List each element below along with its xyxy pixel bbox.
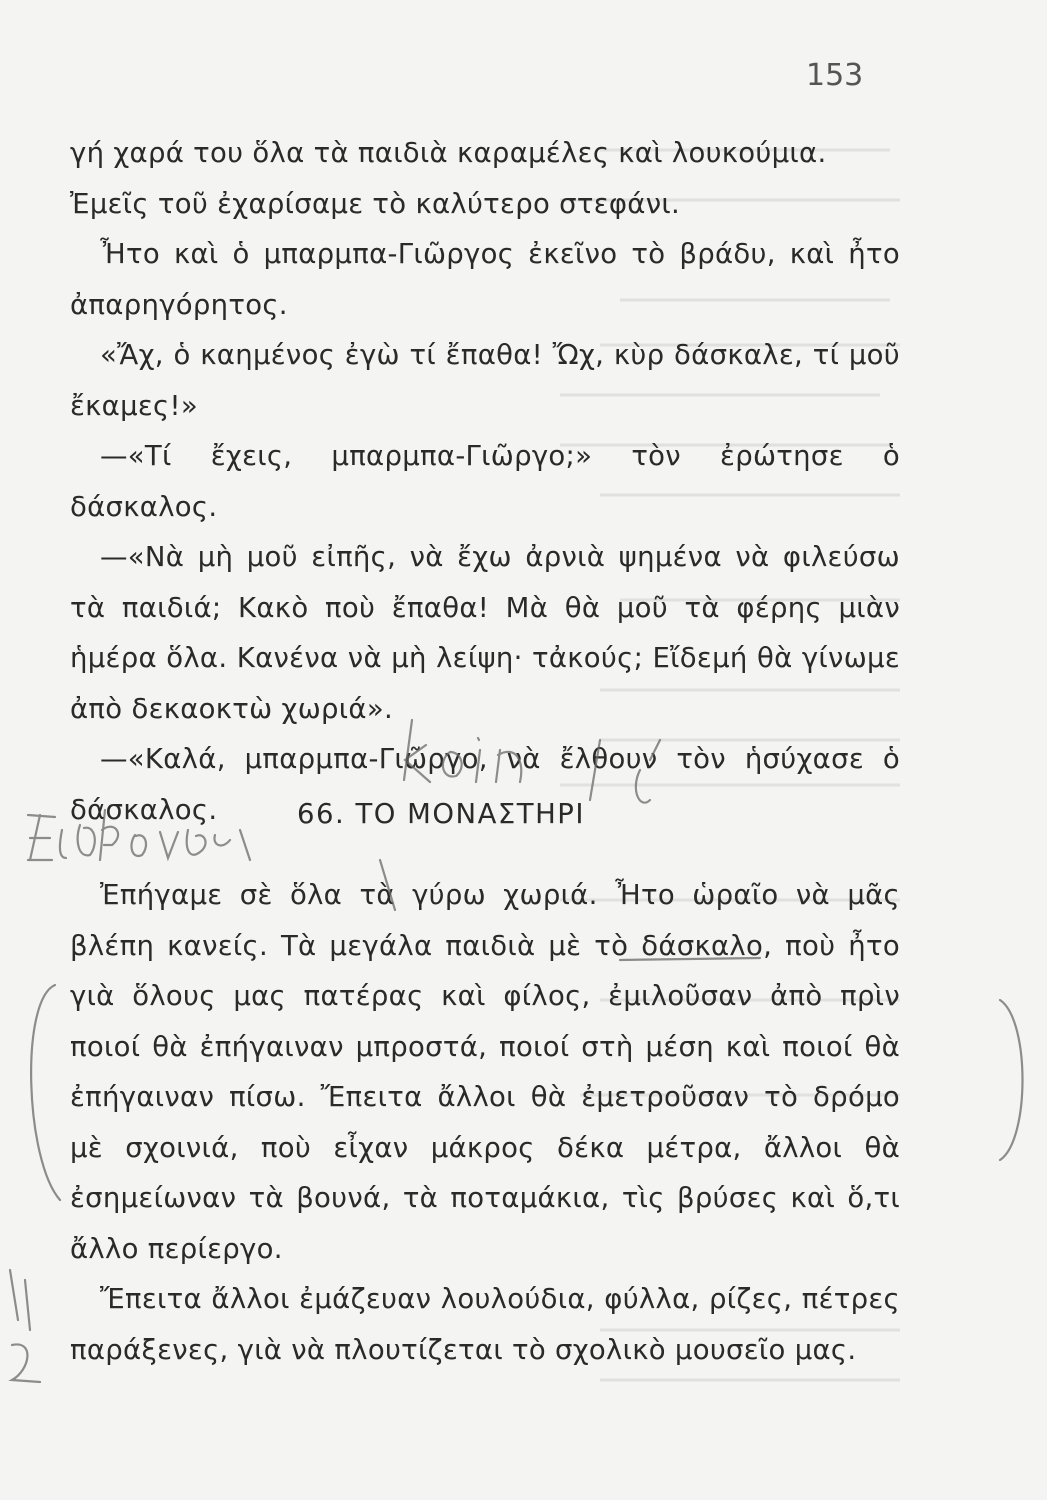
text-before-heading — [70, 128, 900, 835]
paragraph: «Ἄχ, ὁ καημένος ἐγὼ τί ἔπαθα! Ὤχ, κὺρ δάσκαλε, τί μοῦ ἔκαμες!» — [70, 339, 900, 422]
paragraph: Ἦτο καὶ ὁ μπαρμπα-Γιῶργος ἐκεῖνο τὸ βράδυ, καὶ ἦτο ἀπαρηγόρητος. — [70, 238, 900, 321]
paragraph: γή χαρά του ὅλα τὰ παιδιὰ καραμέλες καὶ λουκούμια. — [70, 137, 827, 169]
page-number: 153 — [806, 58, 864, 93]
paragraph: Ἐπήγαμε σὲ ὅλα τὰ γύρω χωριά. Ἦτο ὡραῖο νὰ μᾶς βλέπη κανείς. Τὰ μεγάλα παιδιὰ μὲ τὸ δάσκαλο, ποὺ ἦτο γιὰ ὅλους μας πατέρας καὶ φίλος, ἐμιλοῦσαν ἀπὸ πρὶν ποιοί θὰ ἐπήγαιναν μπροστά, ποιοί στὴ μέση καὶ ποιοί θὰ ἐπήγαιναν πίσω. Ἔπειτα ἄλλοι θὰ ἐμετροῦσαν τὸ δρόμο μὲ σχοινιά, ποὺ εἶχαν μάκρος δέκα μέτρα, ἄλλοι θὰ ἐσημείωναν τὰ βουνά, τὰ ποταμάκια, τὶς βρύσες καὶ ὅ,τι ἄλλο περίεργο. — [70, 879, 900, 1265]
margin-bracket — [31, 985, 60, 1200]
paragraph: —«Νὰ μὴ μοῦ εἰπῆς, νὰ ἔχω ἀρνιὰ ψημένα νὰ φιλεύσω τὰ παιδιά; Κακὸ ποὺ ἔπαθα! Μὰ θὰ μοῦ τὰ φέρης μιὰν ἡμέρα ὅλα. Κανένα νὰ μὴ λείψη· τἀκούς; Εἴδεμή θὰ γίνωμε ἀπὸ δεκαοκτὼ χωριά». — [70, 541, 900, 725]
paragraph: —«Τί ἔχεις, μπαρμπα-Γιῶργο;» τὸν ἐρώτησε ὁ δάσκαλος. — [70, 440, 900, 523]
paragraph: Ἐμεῖς τοῦ ἐχαρίσαμε τὸ καλύτερο στεφάνι. — [70, 187, 681, 220]
text-after-heading — [70, 870, 900, 1375]
section-heading: 66. ΤΟ ΜΟΝΑΣΤΗΡΙ — [297, 798, 585, 830]
paragraph: —«Καλά, μπαρμπα-Γιῶργο, νὰ ἔλθουν τὸν ἡσύχασε ὁ δάσκαλος. — [70, 743, 900, 826]
margin-note — [10, 1270, 40, 1382]
margin-bracket — [1000, 1000, 1023, 1160]
paragraph: Ἔπειτα ἄλλοι ἐμάζευαν λουλούδια, φύλλα, ρίζες, πέτρες παράξενες, γιὰ νὰ πλουτίζεται τὸ σχολικὸ μουσεῖο μας. — [70, 1283, 900, 1366]
